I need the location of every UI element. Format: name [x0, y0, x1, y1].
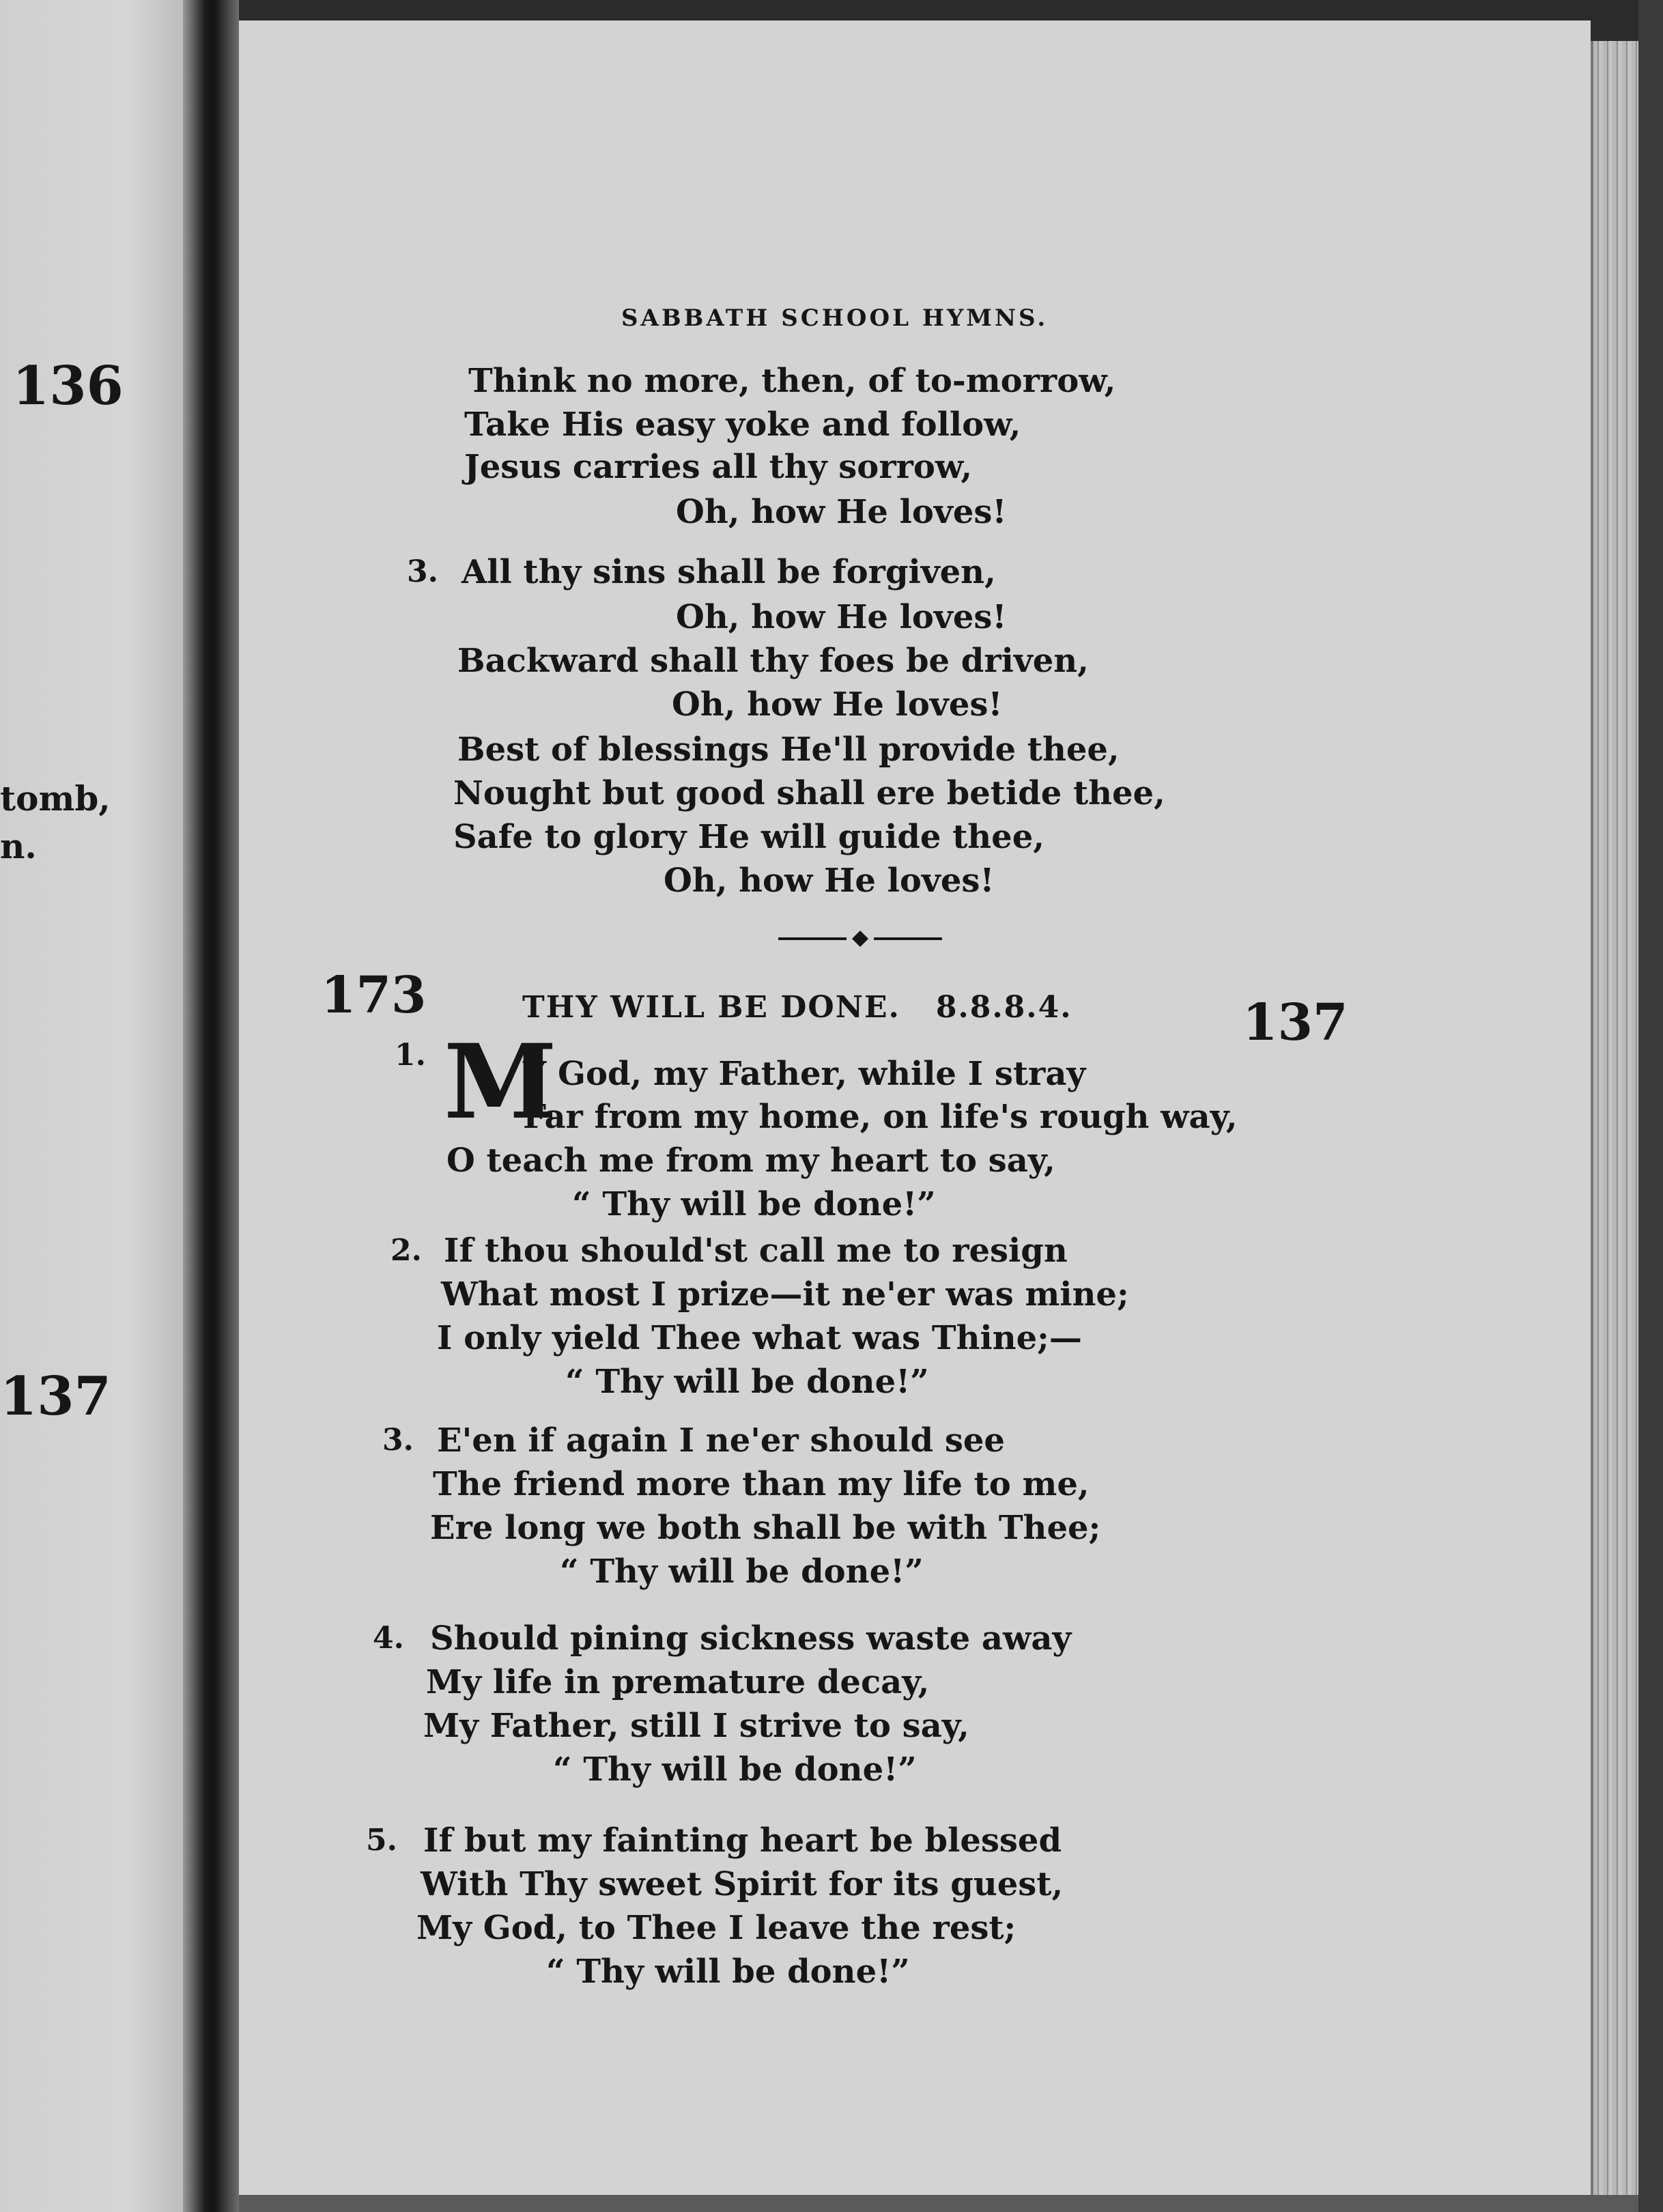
- stanza-end-line-4: Oh, how He loves!: [676, 493, 1007, 531]
- stanza3-line-5: Best of blessings He'll provide thee,: [457, 731, 1120, 769]
- left-page: [0, 0, 183, 2212]
- verse4-number: 4.: [373, 1621, 404, 1656]
- verse5-line-2: With Thy sweet Spirit for its guest,: [421, 1865, 1064, 1903]
- verse5-line-3: My God, to Thee I leave the rest;: [416, 1909, 1017, 1947]
- left-fragment-tomb: tomb,: [0, 778, 111, 819]
- verse3-number: 3.: [382, 1423, 414, 1458]
- stanza-end-line-2: Take His easy yoke and follow,: [464, 406, 1021, 444]
- verse1-line-4: “ Thy will be done!”: [572, 1185, 936, 1223]
- drop-cap: M: [444, 1022, 558, 1142]
- left-fragment-n: n.: [0, 826, 37, 866]
- stanza-end-line-3: Jesus carries all thy sorrow,: [464, 448, 973, 486]
- hymn-title: THY WILL BE DONE. 8.8.8.4.: [522, 990, 1072, 1025]
- stanza3-line-2: Oh, how He loves!: [676, 598, 1007, 636]
- hymn-number: 173: [321, 966, 427, 1025]
- stanza3-line-1: All thy sins shall be forgiven,: [461, 553, 996, 591]
- diamond-ornament-icon: [778, 928, 942, 949]
- page-number: 137: [1242, 993, 1348, 1052]
- verse3-line-1: E'en if again I ne'er should see: [437, 1421, 1005, 1460]
- stanza3-line-6: Nought but good shall ere betide thee,: [453, 774, 1165, 812]
- verse2-line-4: “ Thy will be done!”: [565, 1363, 929, 1401]
- stanza3-line-4: Oh, how He loves!: [672, 685, 1003, 724]
- verse4-line-1: Should pining sickness waste away: [430, 1619, 1072, 1658]
- left-hymn-number-136: 136: [12, 355, 124, 417]
- stanza3-number: 3.: [407, 554, 438, 589]
- verse4-line-2: My life in premature decay,: [426, 1663, 930, 1701]
- verse5-line-1: If but my fainting heart be blessed: [423, 1821, 1062, 1860]
- stanza3-line-3: Backward shall thy foes be driven,: [457, 642, 1089, 680]
- page-edges: [1591, 41, 1641, 2198]
- left-hymn-number-137: 137: [0, 1365, 111, 1428]
- verse1-line-3: O teach me from my heart to say,: [446, 1142, 1055, 1180]
- verse3-line-4: “ Thy will be done!”: [560, 1552, 924, 1591]
- book-gutter: [183, 0, 239, 2212]
- verse5-number: 5.: [366, 1823, 397, 1858]
- verse3-line-2: The friend more than my life to me,: [433, 1465, 1090, 1503]
- stanza3-line-7: Safe to glory He will guide thee,: [453, 818, 1044, 856]
- frame-edge: [1638, 0, 1663, 2212]
- hymn-meter: 8.8.8.4.: [935, 990, 1072, 1025]
- page-bottom-shadow: [239, 2195, 1638, 2212]
- verse2-line-3: I only yield Thee what was Thine;—: [437, 1319, 1082, 1357]
- verse3-line-3: Ere long we both shall be with Thee;: [430, 1509, 1101, 1547]
- verse1-line-1: Y God, my Father, while I stray: [523, 1055, 1086, 1093]
- verse4-line-4: “ Thy will be done!”: [553, 1750, 917, 1789]
- stanza3-line-8: Oh, how He loves!: [664, 862, 995, 900]
- verse1-line-2: Far from my home, on life's rough way,: [523, 1098, 1238, 1136]
- verse2-number: 2.: [390, 1233, 422, 1268]
- verse2-line-1: If thou should'st call me to resign: [444, 1232, 1068, 1270]
- verse1-number: 1.: [395, 1038, 426, 1073]
- verse2-line-2: What most I prize—it ne'er was mine;: [441, 1275, 1129, 1314]
- stanza-end-line-1: Think no more, then, of to-morrow,: [468, 362, 1116, 400]
- verse5-line-4: “ Thy will be done!”: [546, 1953, 910, 1991]
- running-head: SABBATH SCHOOL HYMNS.: [621, 304, 1049, 332]
- verse4-line-3: My Father, still I strive to say,: [423, 1707, 969, 1745]
